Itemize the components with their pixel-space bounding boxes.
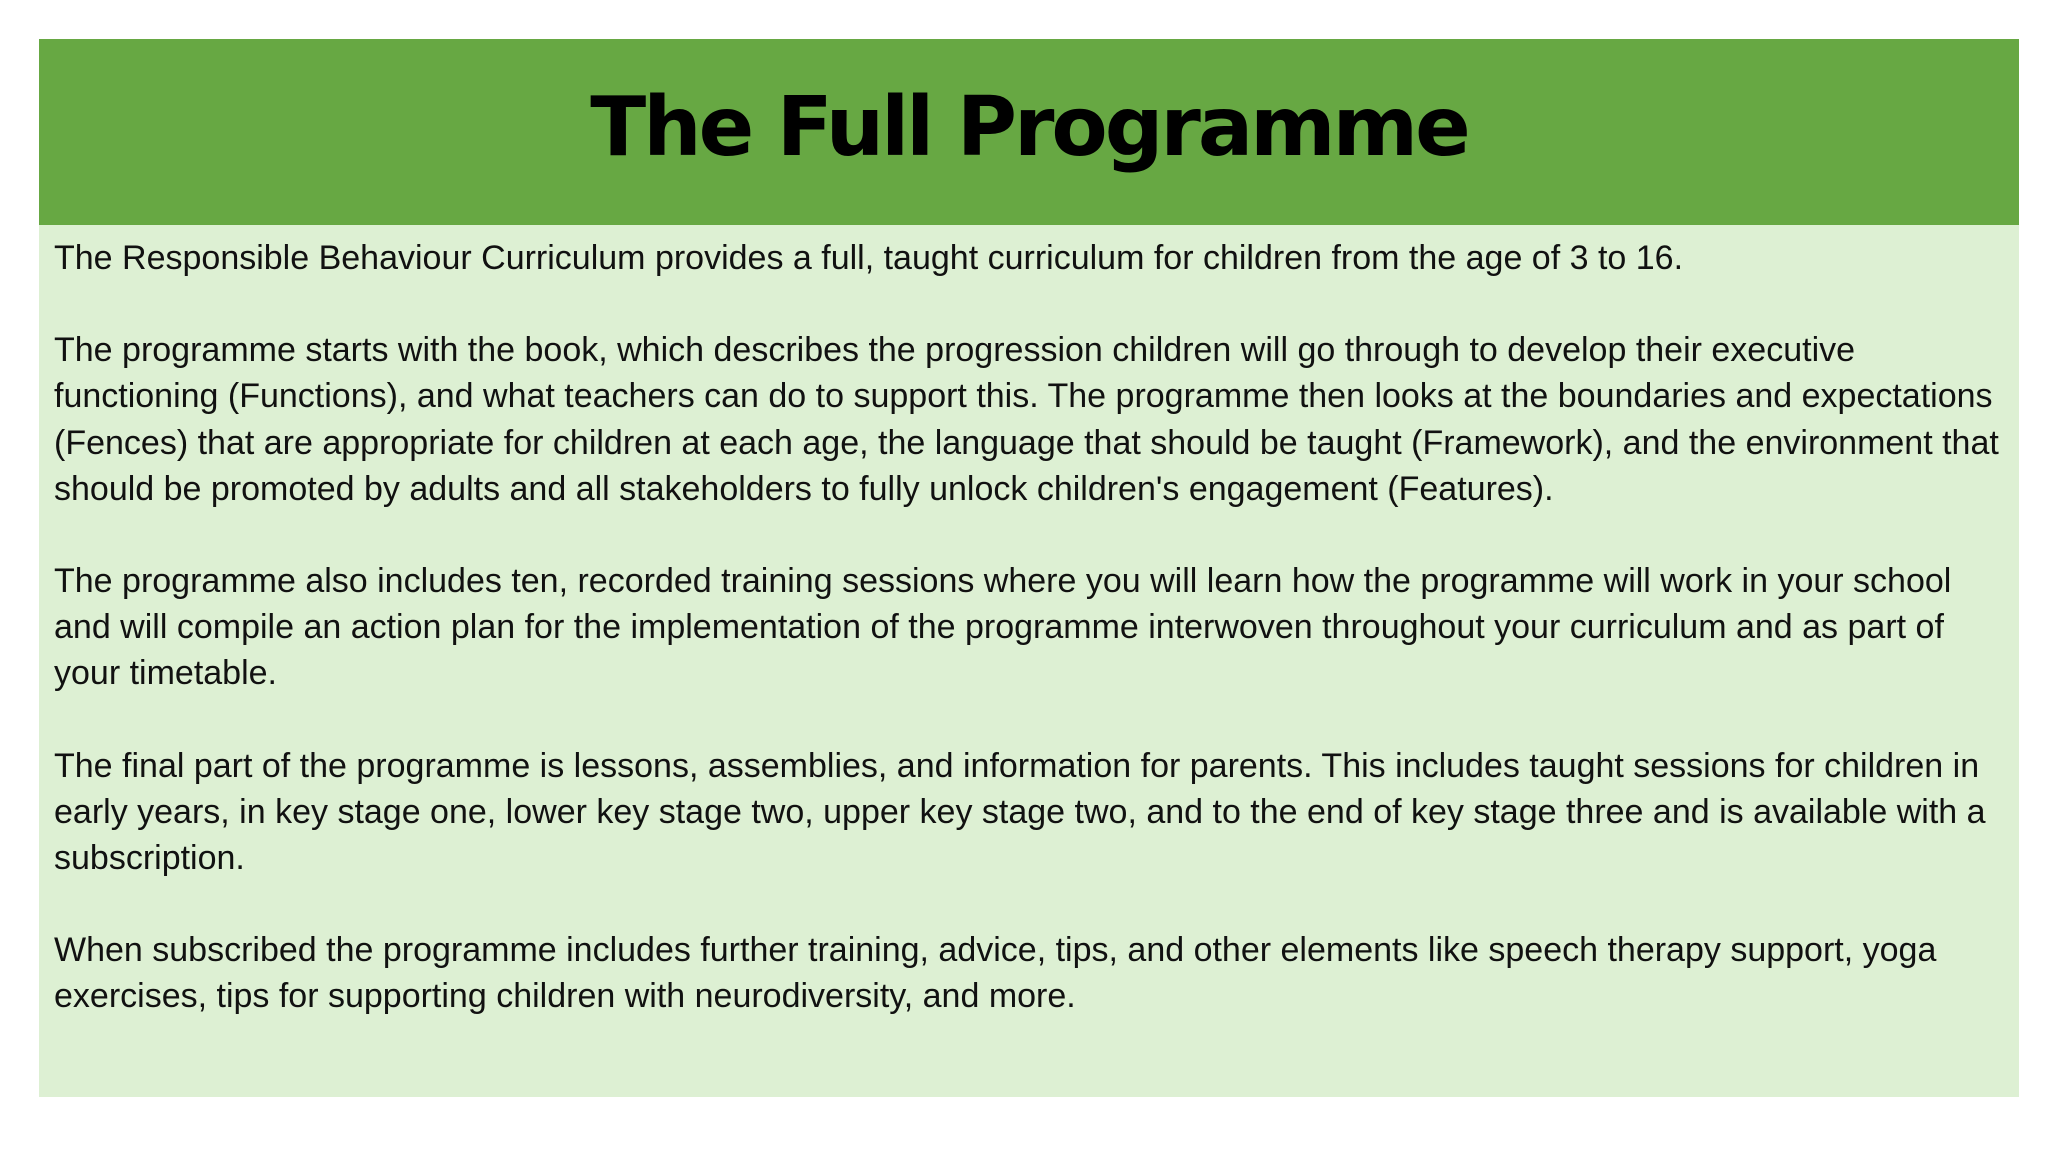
- content-panel: [39, 39, 2019, 1097]
- paragraph-subscription: When subscribed the programme includes further training, advice, tips, and other elements like speech therapy support, yoga exercises, tips for supporting children with neurodiversity, and more.: [54, 931, 1937, 1016]
- paragraph-training: The programme also includes ten, recorded training sessions where you will learn how the programme will work in your school and will compile an action plan for the implementation of the programme interwoven throughout your curriculum and as part of your timetable.: [54, 562, 1952, 693]
- paragraph-intro: The Responsible Behaviour Curriculum provides a full, taught curriculum for children from the age of 3 to 16.: [54, 239, 1684, 277]
- paragraph-book: The programme starts with the book, which describes the progression children will go through to develop their executive functioning (Functions), and what teachers can do to support this. The programme then looks at the boundaries and expectations (Fences) that are appropriate for children at each age, the language that should be taught (Framework), and the environment that should be promoted by adults and all stakeholders to fully unlock children's engagement (Features).: [54, 331, 1999, 508]
- paragraph-lessons: The final part of the programme is lessons, assemblies, and information for parents. This includes taught sessions for children in early years, in key stage one, lower key stage two, upper key stage two, and to the end of key stage three and is available with a subscription.: [54, 746, 1986, 878]
- slide-title: The Full Programme: [590, 80, 1468, 175]
- title-bar: [39, 39, 2019, 225]
- body-text: [54, 235, 2009, 1020]
